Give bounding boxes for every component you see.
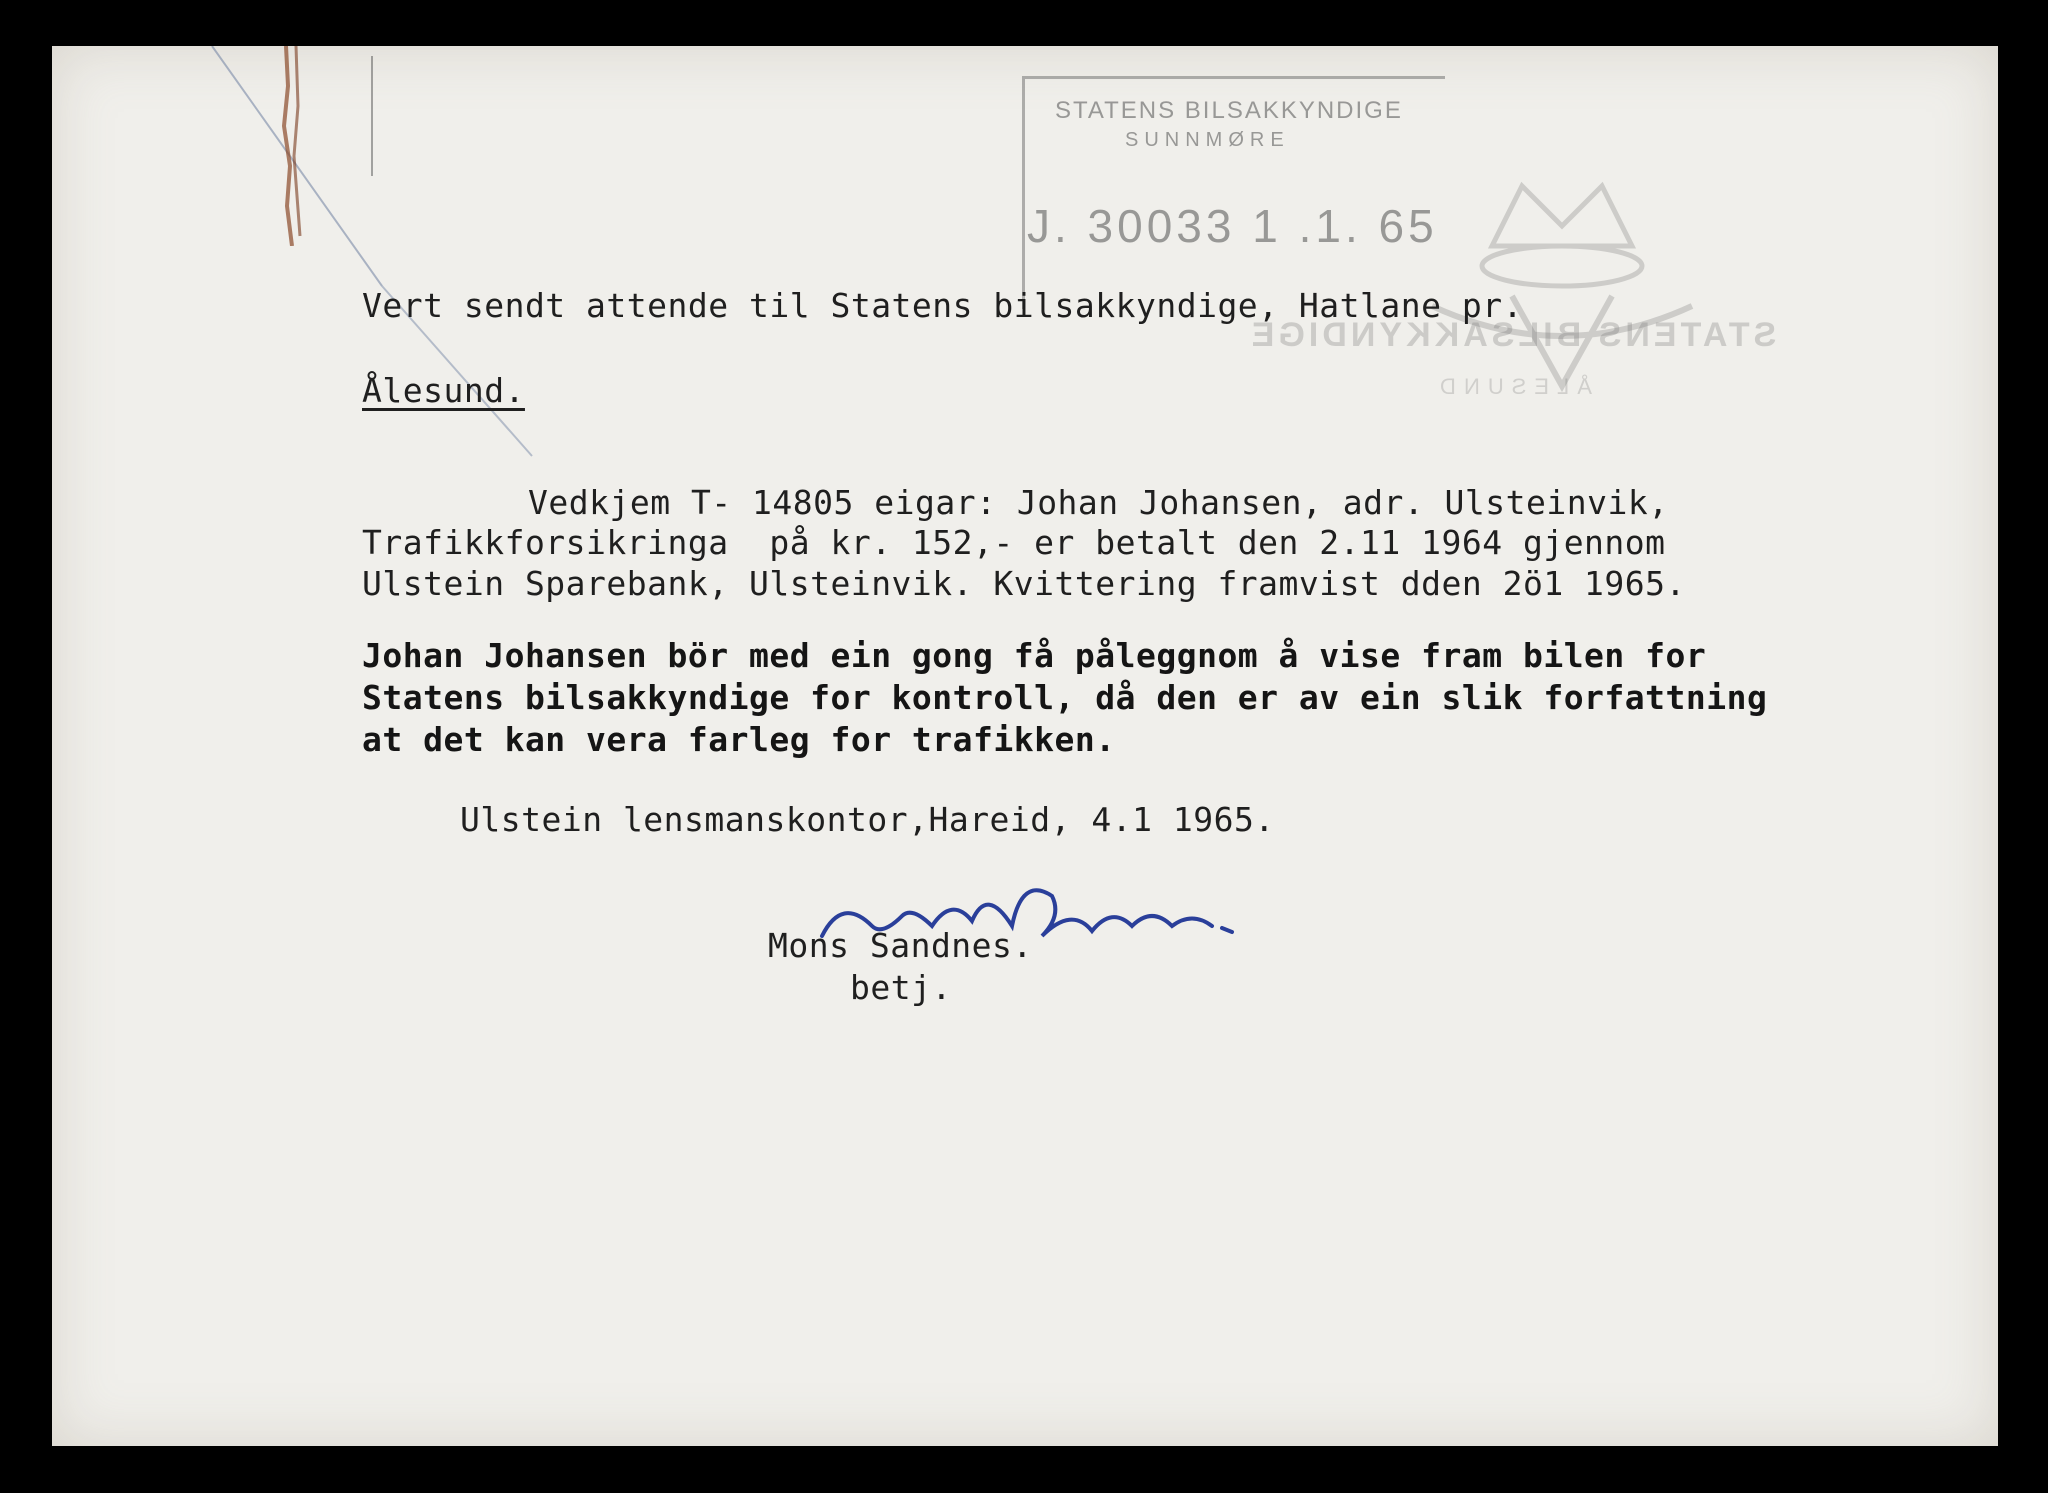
text-line-11: betj. bbox=[850, 968, 952, 1007]
stamp-line-3: J. 30033 1 .1. 65 bbox=[1027, 200, 1438, 252]
text-line-9: Ulstein lensmanskontor,Hareid, 4.1 1965. bbox=[460, 800, 1275, 839]
emblem-name: STATENS BILSAKKYNDIGE bbox=[1247, 316, 1777, 354]
text-line-3: Vedkjem T- 14805 eigar: Johan Johansen, adr. Ulsteinvik, bbox=[528, 483, 1669, 522]
stamp-line-2: SUNNMØRE bbox=[1125, 129, 1290, 151]
text-line-8: at det kan vera farleg for trafikken. bbox=[362, 720, 1116, 759]
text-line-5: Ulstein Sparebank, Ulsteinvik. Kvittering framvist dden 2ö1 1965. bbox=[362, 564, 1686, 603]
text-line-7: Statens bilsakkyndige for kontroll, då den er av ein slik forfattning bbox=[362, 678, 1768, 717]
text-line-2: Ålesund. bbox=[362, 371, 525, 410]
emblem-city: ÅLESUND bbox=[1432, 374, 1592, 399]
rust-stain bbox=[278, 46, 308, 246]
text-line-4: Trafikkforsikringa på kr. 152,- er betalt den 2.11 1964 gjennom bbox=[362, 523, 1666, 562]
stamp-line-1: STATENS BILSAKKYNDIGE bbox=[1055, 97, 1403, 124]
text-line-6: Johan Johansen bör med ein gong få påleggnom å vise fram bilen for bbox=[362, 636, 1707, 675]
text-line-10: Mons Sandnes. bbox=[768, 926, 1033, 965]
text-line-1: Vert sendt attende til Statens bilsakkyndige, Hatlane pr. bbox=[362, 286, 1523, 325]
document-page bbox=[52, 46, 1998, 1446]
